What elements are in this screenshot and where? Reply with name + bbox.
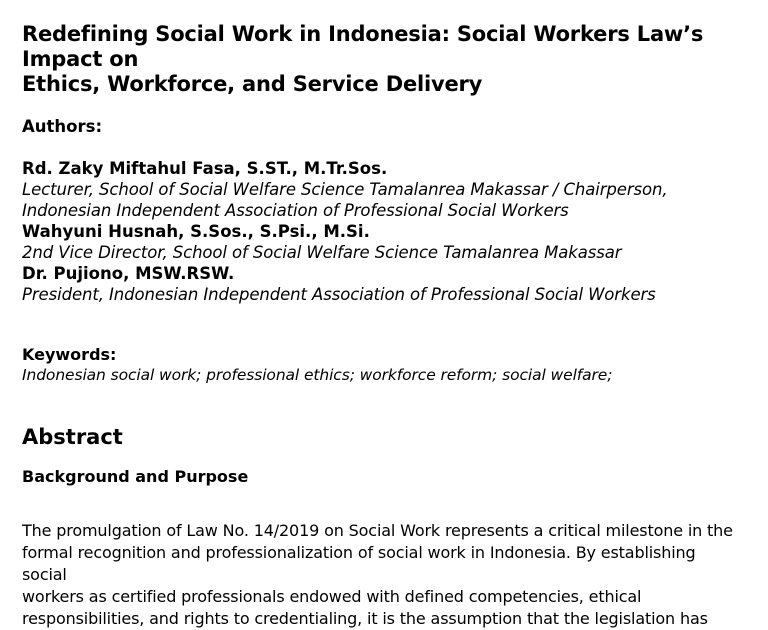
- author-affiliation: President, Indonesian Independent Association of Professional Social Workers: [22, 285, 656, 304]
- background-purpose-heading: Background and Purpose: [22, 467, 249, 486]
- paper-title: [22, 22, 752, 97]
- keywords-label: Keywords:: [22, 345, 117, 364]
- abstract-line: responsibilities, and rights to credentialing, it is the assumption that the legislation has: [22, 609, 708, 628]
- abstract-body-text: [22, 520, 742, 630]
- paper-title-line-1: Redefining Social Work in Indonesia: Social Workers Law’s Impact on: [22, 22, 704, 71]
- abstract-line: formal recognition and professionalization of social work in Indonesia. By establishing social: [22, 543, 696, 584]
- authors-label: Authors:: [22, 117, 103, 136]
- author-name: Wahyuni Husnah, S.Sos., S.Psi., M.Si.: [22, 222, 370, 241]
- keywords-text: Indonesian social work; professional ethics; workforce reform; social welfare;: [22, 366, 613, 384]
- author-name: Dr. Pujiono, MSW.RSW.: [22, 264, 235, 283]
- author-list: [22, 158, 752, 305]
- paper-title-line-2: Ethics, Workforce, and Service Delivery: [22, 72, 483, 96]
- abstract-heading: Abstract: [22, 425, 123, 449]
- author-affiliation: 2nd Vice Director, School of Social Welfare Science Tamalanrea Makassar: [22, 243, 622, 262]
- abstract-line: The promulgation of Law No. 14/2019 on Social Work represents a critical milestone in the: [22, 521, 733, 540]
- author-affiliation: Indonesian Independent Association of Professional Social Workers: [22, 201, 569, 220]
- author-affiliation: Lecturer, School of Social Welfare Science Tamalanrea Makassar / Chairperson,: [22, 180, 668, 199]
- abstract-line: workers as certified professionals endowed with defined competencies, ethical: [22, 587, 642, 606]
- author-name: Rd. Zaky Miftahul Fasa, S.ST., M.Tr.Sos.: [22, 159, 388, 178]
- paper-page: [22, 22, 752, 630]
